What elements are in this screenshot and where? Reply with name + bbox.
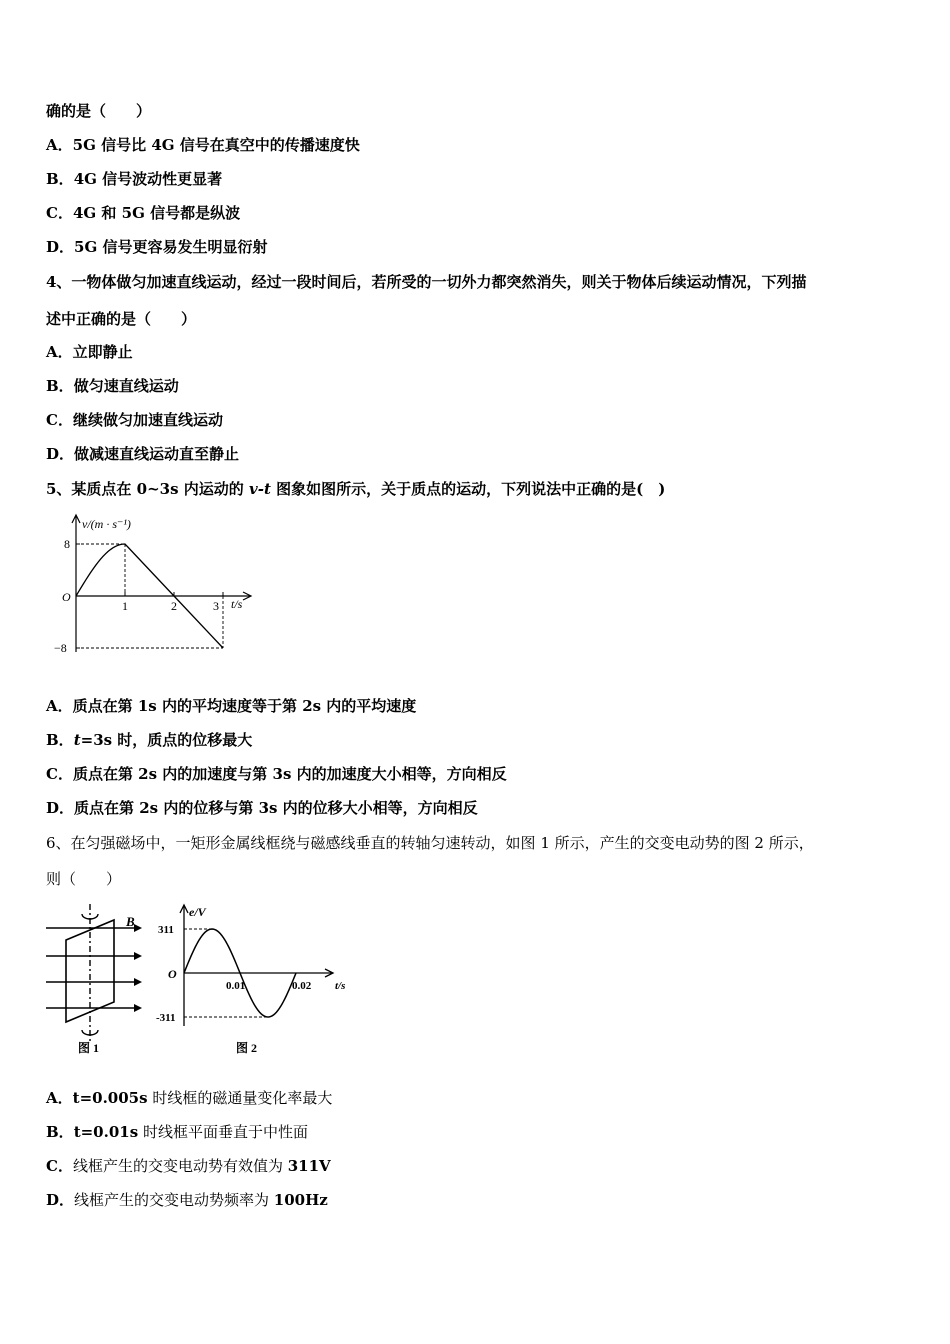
option-text: 继续做匀加速直线运动 [72,411,223,429]
q5-stem-pre: 5、某质点在 0~3s 内运动的 [46,480,249,498]
q5-vt-graph [50,512,260,660]
q4-stem-line2: 述中正确的是（ ） [46,310,197,328]
option-letter: A． [46,136,73,154]
option-text: 4G 和 5G 信号都是纵波 [72,204,241,222]
q3-option-d[interactable] [46,237,268,257]
option-letter: C． [46,765,73,783]
option-letter: B． [46,377,74,395]
field-arrow-icon [134,978,142,986]
q5-stem [46,479,665,499]
fig2-origin-label: O [168,967,177,981]
option-letter: B． [46,170,74,188]
q5-x-tick-label: 3 [213,599,219,613]
q5-option-c[interactable] [46,764,507,784]
option-letter: A． [46,343,73,361]
option-text: 5G 信号比 4G 信号在真空中的传播速度快 [72,136,360,154]
option-letter: B． [46,731,74,749]
q6-stem-line1: 6、在匀强磁场中，一矩形金属线框绕与磁感线垂直的转轴匀速转动，如图 1 所示，产生的交变电动势的图 2 所示， [46,834,814,852]
option-letter: C． [46,204,73,222]
q6-figure-2 [152,902,356,1058]
option-text: 4G 信号波动性更显著 [73,170,223,188]
q3-option-a[interactable] [46,135,360,155]
option-variable-t: t [73,731,81,749]
q5-option-b[interactable] [46,730,252,750]
q6-option-d[interactable] [46,1190,328,1210]
option-bold-value: 311V [287,1157,331,1175]
q5-stem-post: 图象如图所示，关于质点的运动，下列说法中正确的是( ) [270,480,666,498]
option-text: 做匀速直线运动 [73,377,179,395]
fig2-x-label: t/s [335,980,346,992]
q5-y-label: v/(m · s⁻¹) [82,517,131,531]
q3-option-b[interactable] [46,169,222,189]
q4-option-c[interactable] [46,410,223,430]
q5-x-tick-label: 1 [122,599,128,613]
field-arrow-icon [134,952,142,960]
field-arrow-icon [134,1004,142,1012]
fig2-x-tick-label: 0.02 [292,980,312,992]
q6-option-c[interactable] [46,1156,331,1176]
option-letter: D． [46,445,75,463]
option-letter: D． [46,1191,75,1209]
q5-origin-label: O [62,590,71,604]
option-letter: B． [46,1123,74,1141]
q5-option-d[interactable] [46,798,478,818]
q4-option-b[interactable] [46,376,179,396]
fig2-caption: 图 2 [236,1041,258,1055]
option-text: 做减速直线运动直至静止 [74,445,240,463]
option-text: 时线框的磁通量变化率最大 [147,1089,333,1107]
q5-y-tick-label: 8 [64,537,70,551]
b-field-label: B [126,914,135,929]
fig2-y-tick-label: 311 [158,923,174,936]
q6-figure-1 [42,902,154,1058]
q5-option-a[interactable] [46,696,416,716]
q6-stem-line2: 则（ ） [46,870,122,888]
option-text: 质点在第 2s 内的加速度与第 3s 内的加速度大小相等，方向相反 [72,765,507,783]
option-text: 立即静止 [72,343,133,361]
q4-stem-line1: 4、一物体做匀加速直线运动，经过一段时间后，若所受的一切外力都突然消失，则关于物体后续运动情况，下列描 [46,273,807,291]
q6-option-b[interactable] [46,1122,308,1142]
q6-option-a[interactable] [46,1088,332,1108]
option-bold-term: t=0.01s [73,1123,139,1141]
option-bold-value: 100Hz [273,1191,328,1209]
option-bold-term: t=0.005s [72,1089,148,1107]
q3-stem-tail: 确的是（ ） [46,102,152,120]
option-letter: A． [46,1089,73,1107]
option-text: 5G 信号更容易发生明显衍射 [74,238,268,256]
option-letter: C． [46,1157,73,1175]
q5-x-tick-label: 2 [171,599,177,613]
q5-x-label: t/s [231,597,243,611]
option-text: 线框产生的交变电动势频率为 [74,1191,274,1209]
fig2-y-label: e/V [189,905,206,919]
option-text: 质点在第 2s 内的位移与第 3s 内的位移大小相等，方向相反 [74,799,478,817]
fig2-x-tick-label: 0.01 [226,980,246,992]
option-letter: C． [46,411,73,429]
fig2-y-tick-label: -311 [156,1012,176,1025]
option-text: =3s 时，质点的位移最大 [80,731,253,749]
option-letter: D． [46,238,75,256]
option-text: 质点在第 1s 内的平均速度等于第 2s 内的平均速度 [72,697,417,715]
option-letter: A． [46,697,73,715]
field-arrow-icon [134,924,142,932]
q4-option-a[interactable] [46,342,133,362]
option-text: 线框产生的交变电动势有效值为 [72,1157,288,1175]
q5-y-tick-label: −8 [54,641,67,655]
option-letter: D． [46,799,75,817]
option-text: 时线框平面垂直于中性面 [138,1123,308,1141]
fig1-caption: 图 1 [78,1041,100,1055]
q5-stem-vt: v-t [249,480,271,498]
q3-option-c[interactable] [46,203,240,223]
q4-option-d[interactable] [46,444,239,464]
